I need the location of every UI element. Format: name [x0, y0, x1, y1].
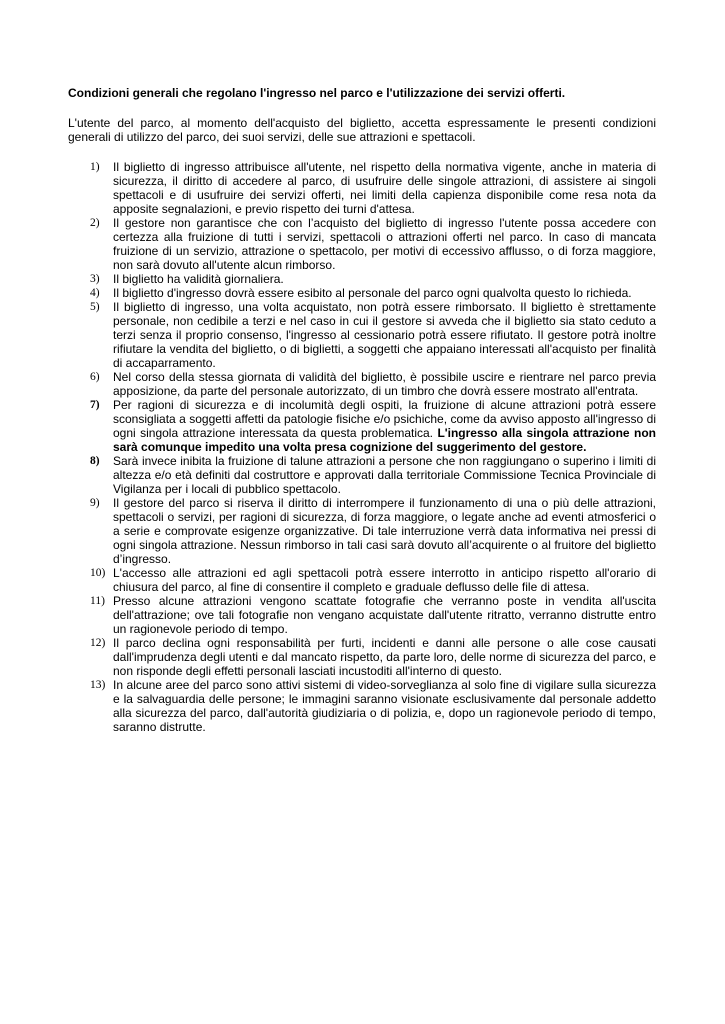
clause-text: Il biglietto ha validità giornaliera. [113, 272, 284, 286]
clause-number: 7) [90, 399, 100, 411]
clause-number: 9) [90, 497, 100, 509]
clause-item [68, 300, 656, 370]
clause-item [68, 636, 656, 678]
clauses-list [68, 160, 656, 734]
document-page [68, 86, 656, 734]
clause-number: 10) [90, 567, 106, 579]
clause-text: Sarà invece inibita la fruizione di talune attrazioni a persone che non raggiungano o superino i limiti di altezza e/o età definiti dal costruttore e approvati dalla territoriale Commissione Tecnica Provinciale di Vigilanza per i locali di pubblico spettacolo. [113, 454, 656, 496]
clause-text: Presso alcune attrazioni vengono scattate fotografie che verranno poste in vendita all'uscita dell'attrazione; ove tali fotografie non vengano acquistate dall'utente ritratto, verranno distrutte entro un ragionevole periodo di tempo. [113, 594, 656, 636]
clause-number: 2) [90, 217, 100, 229]
intro-paragraph: L'utente del parco, al momento dell'acquisto del biglietto, accetta espressamente le presenti condizioni generali di utilizzo del parco, dei suoi servizi, delle sue attrazioni e spettacoli. [68, 116, 656, 144]
clause-item [68, 454, 656, 496]
clause-item [68, 594, 656, 636]
clause-number: 8) [90, 455, 100, 467]
clause-item [68, 272, 656, 286]
clause-number: 13) [90, 679, 106, 691]
clause-item [68, 496, 656, 566]
clause-item [68, 160, 656, 216]
clause-number: 4) [90, 287, 100, 299]
clause-number: 1) [90, 161, 100, 173]
clause-number: 3) [90, 273, 100, 285]
clause-number: 6) [90, 371, 100, 383]
clause-number: 12) [90, 637, 106, 649]
clause-item [68, 566, 656, 594]
clause-text: L'accesso alle attrazioni ed agli spettacoli potrà essere interrotto in anticipo rispetto all'orario di chiusura del parco, al fine di consentire il completo e graduale deflusso delle file di attesa. [113, 566, 656, 594]
clause-item [68, 216, 656, 272]
clause-number: 11) [90, 595, 105, 607]
clause-text: Il gestore del parco si riserva il diritto di interrompere il funzionamento di una o più delle attrazioni, spettacoli o servizi, per ragioni di sicurezza, di forza maggiore, o legate anche ad eventi atmosferici o a serie e comprovate esigenze organizzative. Di tale interruzione verrà data informativa nei pressi di ogni singola attrazione. Nessun rimborso in tali casi sarà dovuto all’acquirente o al fruitore del biglietto d’ingresso. [113, 496, 656, 566]
clause-text: Il parco declina ogni responsabilità per furti, incidenti e danni alle persone o alle cose causati dall'imprudenza degli utenti e dal mancato rispetto, da parte loro, delle norme di sicurezza del parco, e non risponde degli effetti personali lasciati incustoditi all'interno di questo. [113, 636, 656, 678]
clause-text: Per ragioni di sicurezza e di incolumità degli ospiti, la fruizione di alcune attrazioni potrà essere sconsigliata a soggetti affetti da patologie fisiche e/o psichiche, come da avviso apposto all'ingresso di ogni singola attrazione interessata da questa problematica. [113, 398, 656, 440]
clause-text: Nel corso della stessa giornata di validità del biglietto, è possibile uscire e rientrare nel parco previa apposizione, da parte del personale autorizzato, di un timbro che dovrà essere mostrato all'entrata. [113, 370, 656, 398]
clause-text: Il biglietto di ingresso, una volta acquistato, non potrà essere rimborsato. Il biglietto è strettamente personale, non cedibile a terzi e nel caso in cui il gestore si avveda che il biglietto sia stato ceduto a terzi senza il proprio consenso, l'ingresso al cessionario potrà essere rifiutato. Il gestore potrà inoltre rifiutare la vendita del biglietto, o di biglietti, a soggetti che appaiano interessati all'acquisto per finalità di accaparramento. [113, 300, 656, 370]
clause-number: 5) [90, 301, 100, 313]
clause-item [68, 286, 656, 300]
clause-text: Il biglietto di ingresso attribuisce all'utente, nel rispetto della normativa vigente, anche in materia di sicurezza, il diritto di accedere al parco, di usufruire delle singole attrazioni, di assistere ai singoli spettacoli e di usufruire dei servizi offerti, nei limiti della capienza disponibile come resa nota da apposite segnalazioni, e previo rispetto dei turni d'attesa. [113, 160, 656, 216]
clause-item [68, 398, 656, 454]
clause-item [68, 370, 656, 398]
clause-text: In alcune aree del parco sono attivi sistemi di video-sorveglianza al solo fine di vigilare sulla sicurezza e la salvaguardia delle persone; le immagini saranno visionate esclusivamente dal personale addetto alla sicurezza del parco, dall'autorità giudiziaria o di polizia, e, dopo un ragionevole periodo di tempo, saranno distrutte. [113, 678, 656, 734]
clause-bold-text: L'ingresso alla singola attrazione non sarà comunque impedito una volta presa cognizione del suggerimento del gestore. [113, 426, 656, 454]
clause-text: Il gestore non garantisce che con l’acquisto del biglietto di ingresso l'utente possa accedere con certezza alla fruizione di tutti i servizi, spettacoli o attrazioni offerti nel parco. In caso di mancata fruizione di un servizio, attrazione o spettacolo, per motivi di eccessivo afflusso, o di forza maggiore, non sarà dovuto all'utente alcun rimborso. [113, 216, 656, 272]
document-title: Condizioni generali che regolano l'ingresso nel parco e l'utilizzazione dei servizi offerti. [68, 86, 566, 100]
clause-text: Il biglietto d'ingresso dovrà essere esibito al personale del parco ogni qualvolta questo lo richieda. [113, 286, 632, 300]
clause-item [68, 678, 656, 734]
